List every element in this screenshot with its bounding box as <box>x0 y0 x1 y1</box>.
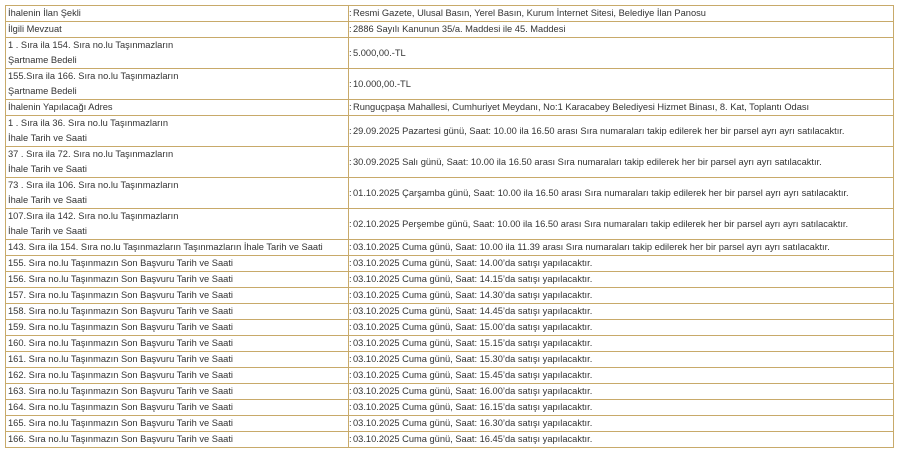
row-value-cell <box>349 147 894 178</box>
table-row <box>6 416 894 432</box>
row-value-text: 5.000,00.-TL <box>353 47 406 58</box>
separator-colon: : <box>349 47 352 58</box>
separator-colon: : <box>349 274 352 285</box>
row-value-text: 03.10.2025 Cuma günü, Saat: 14.00’da satışı yapılacaktır. <box>353 258 593 269</box>
table-row <box>6 336 894 352</box>
row-label-cell <box>6 178 349 209</box>
row-label-line: 166. Sıra no.lu Taşınmazın Son Başvuru Tarih ve Saati <box>8 434 233 445</box>
row-label-line: 1 . Sıra ila 36. Sıra no.lu Taşınmazların <box>8 118 169 129</box>
row-value-cell <box>349 368 894 384</box>
row-value-text: 03.10.2025 Cuma günü, Saat: 16.15’da satışı yapılacaktır. <box>353 402 593 413</box>
tender-info-body <box>6 6 894 448</box>
row-value-text: 03.10.2025 Cuma günü, Saat: 15.15’da satışı yapılacaktır. <box>353 338 593 349</box>
row-value-cell <box>349 272 894 288</box>
row-label-line: 157. Sıra no.lu Taşınmazın Son Başvuru Tarih ve Saati <box>8 290 233 301</box>
row-label-line: 162. Sıra no.lu Taşınmazın Son Başvuru Tarih ve Saati <box>8 370 233 381</box>
separator-colon: : <box>349 242 352 253</box>
row-value-text: 03.10.2025 Cuma günü, Saat: 10.00 ila 11.39 arası Sıra numaraları takip edilerek her bir parsel ayrı ayrı satılacaktır. <box>353 242 830 253</box>
row-value-text: 03.10.2025 Cuma günü, Saat: 15.45’da satışı yapılacaktır. <box>353 370 593 381</box>
row-value-cell <box>349 38 894 69</box>
separator-colon: : <box>349 8 352 19</box>
row-label-cell <box>6 209 349 240</box>
row-label-cell <box>6 116 349 147</box>
row-value-cell <box>349 240 894 256</box>
table-row <box>6 384 894 400</box>
table-row <box>6 368 894 384</box>
tender-info-container <box>5 5 894 448</box>
row-label-cell <box>6 100 349 116</box>
row-label-line: 73 . Sıra ila 106. Sıra no.lu Taşınmazların <box>8 180 179 191</box>
table-row <box>6 400 894 416</box>
row-label-cell <box>6 368 349 384</box>
separator-colon: : <box>349 218 352 229</box>
row-label-line: İhale Tarih ve Saati <box>8 226 87 236</box>
row-value-text: 03.10.2025 Cuma günü, Saat: 16.00’da satışı yapılacaktır. <box>353 386 593 397</box>
row-value-cell <box>349 352 894 368</box>
table-row <box>6 178 894 209</box>
row-label-line: 143. Sıra ila 154. Sıra no.lu Taşınmazların Taşınmazların İhale Tarih ve Saati <box>8 242 323 253</box>
table-row <box>6 432 894 448</box>
row-label-cell <box>6 6 349 22</box>
separator-colon: : <box>349 290 352 301</box>
row-value-cell <box>349 116 894 147</box>
row-label-cell <box>6 400 349 416</box>
table-row <box>6 38 894 69</box>
row-label-cell <box>6 38 349 69</box>
row-label-cell <box>6 240 349 256</box>
row-value-cell <box>349 100 894 116</box>
row-label-line: 1 . Sıra ila 154. Sıra no.lu Taşınmazların <box>8 40 174 51</box>
separator-colon: : <box>349 187 352 198</box>
row-label-cell <box>6 352 349 368</box>
row-label-cell <box>6 272 349 288</box>
row-label-cell <box>6 22 349 38</box>
separator-colon: : <box>349 354 352 365</box>
row-label-line: Şartname Bedeli <box>8 86 77 96</box>
row-value-cell <box>349 6 894 22</box>
tender-info-table <box>5 5 894 448</box>
row-label-line: 107.Sıra ila 142. Sıra no.lu Taşınmazların <box>8 211 179 222</box>
table-row <box>6 147 894 178</box>
separator-colon: : <box>349 125 352 136</box>
row-value-cell <box>349 209 894 240</box>
table-row <box>6 100 894 116</box>
row-label-cell <box>6 336 349 352</box>
row-label-line: İhalenin Yapılacağı Adres <box>8 102 113 113</box>
row-label-line: 155.Sıra ila 166. Sıra no.lu Taşınmazların <box>8 71 179 82</box>
row-label-cell <box>6 384 349 400</box>
row-label-line: 37 . Sıra ila 72. Sıra no.lu Taşınmazların <box>8 149 174 160</box>
separator-colon: : <box>349 102 352 113</box>
row-label-line: 155. Sıra no.lu Taşınmazın Son Başvuru Tarih ve Saati <box>8 258 233 269</box>
row-label-line: İhale Tarih ve Saati <box>8 164 87 174</box>
separator-colon: : <box>349 78 352 89</box>
table-row <box>6 116 894 147</box>
row-value-text: 10.000,00.-TL <box>353 78 411 89</box>
row-label-line: 165. Sıra no.lu Taşınmazın Son Başvuru Tarih ve Saati <box>8 418 233 429</box>
separator-colon: : <box>349 156 352 167</box>
row-label-line: İhale Tarih ve Saati <box>8 133 87 143</box>
row-label-cell <box>6 320 349 336</box>
row-value-cell <box>349 336 894 352</box>
table-row <box>6 209 894 240</box>
row-value-cell <box>349 288 894 304</box>
table-row <box>6 256 894 272</box>
separator-colon: : <box>349 322 352 333</box>
row-value-text: 29.09.2025 Pazartesi günü, Saat: 10.00 ila 16.50 arası Sıra numaraları takip edilerek her bir parsel ayrı ayrı satılacaktır. <box>353 125 845 136</box>
row-value-text: 01.10.2025 Çarşamba günü, Saat: 10.00 ila 16.50 arası Sıra numaraları takip edilerek her bir parsel ayrı ayrı satılacaktır. <box>353 187 849 198</box>
row-label-cell <box>6 432 349 448</box>
row-value-cell <box>349 400 894 416</box>
row-label-line: 161. Sıra no.lu Taşınmazın Son Başvuru Tarih ve Saati <box>8 354 233 365</box>
separator-colon: : <box>349 418 352 429</box>
table-row <box>6 22 894 38</box>
row-label-cell <box>6 69 349 100</box>
separator-colon: : <box>349 402 352 413</box>
row-label-line: 164. Sıra no.lu Taşınmazın Son Başvuru Tarih ve Saati <box>8 402 233 413</box>
row-value-cell <box>349 304 894 320</box>
row-value-text: 03.10.2025 Cuma günü, Saat: 14.45’da satışı yapılacaktır. <box>353 306 593 317</box>
row-label-line: 163. Sıra no.lu Taşınmazın Son Başvuru Tarih ve Saati <box>8 386 233 397</box>
table-row <box>6 69 894 100</box>
row-label-line: 159. Sıra no.lu Taşınmazın Son Başvuru Tarih ve Saati <box>8 322 233 333</box>
table-row <box>6 320 894 336</box>
row-value-text: Runguçpaşa Mahallesi, Cumhuriyet Meydanı, No:1 Karacabey Belediyesi Hizmet Binası, 8. Kat, Toplantı Odası <box>353 102 810 113</box>
row-label-line: 158. Sıra no.lu Taşınmazın Son Başvuru Tarih ve Saati <box>8 306 233 317</box>
table-row <box>6 288 894 304</box>
row-value-cell <box>349 256 894 272</box>
separator-colon: : <box>349 386 352 397</box>
row-value-text: 03.10.2025 Cuma günü, Saat: 14.15’da satışı yapılacaktır. <box>353 274 593 285</box>
row-label-line: İlgili Mevzuat <box>8 24 62 35</box>
row-value-text: 2886 Sayılı Kanunun 35/a. Maddesi ile 45. Maddesi <box>353 24 566 35</box>
separator-colon: : <box>349 434 352 445</box>
row-value-cell <box>349 320 894 336</box>
row-value-cell <box>349 69 894 100</box>
row-label-line: 156. Sıra no.lu Taşınmazın Son Başvuru Tarih ve Saati <box>8 274 233 285</box>
row-value-text: 03.10.2025 Cuma günü, Saat: 15.00’da satışı yapılacaktır. <box>353 322 593 333</box>
table-row <box>6 304 894 320</box>
row-value-cell <box>349 22 894 38</box>
separator-colon: : <box>349 24 352 35</box>
separator-colon: : <box>349 306 352 317</box>
table-row <box>6 352 894 368</box>
row-value-cell <box>349 416 894 432</box>
table-row <box>6 272 894 288</box>
row-value-text: 03.10.2025 Cuma günü, Saat: 14.30’da satışı yapılacaktır. <box>353 290 593 301</box>
row-label-line: 160. Sıra no.lu Taşınmazın Son Başvuru Tarih ve Saati <box>8 338 233 349</box>
row-label-cell <box>6 147 349 178</box>
row-label-cell <box>6 416 349 432</box>
table-row <box>6 240 894 256</box>
row-value-text: 02.10.2025 Perşembe günü, Saat: 10.00 ila 16.50 arası Sıra numaraları takip edilerek her bir parsel ayrı ayrı satılacaktır. <box>353 218 849 229</box>
row-value-text: 03.10.2025 Cuma günü, Saat: 16.30’da satışı yapılacaktır. <box>353 418 593 429</box>
row-label-line: Şartname Bedeli <box>8 55 77 65</box>
row-label-line: İhalenin İlan Şekli <box>8 8 81 19</box>
row-value-text: 03.10.2025 Cuma günü, Saat: 15.30’da satışı yapılacaktır. <box>353 354 593 365</box>
row-label-cell <box>6 288 349 304</box>
row-value-text: 30.09.2025 Salı günü, Saat: 10.00 ila 16.50 arası Sıra numaraları takip edilerek her bir parsel ayrı ayrı satılacaktır. <box>353 156 822 167</box>
separator-colon: : <box>349 370 352 381</box>
row-label-cell <box>6 304 349 320</box>
row-value-cell <box>349 178 894 209</box>
row-value-text: Resmi Gazete, Ulusal Basın, Yerel Basın, Kurum İnternet Sitesi, Belediye İlan Panosu <box>353 8 706 19</box>
row-label-line: İhale Tarih ve Saati <box>8 195 87 205</box>
row-value-cell <box>349 432 894 448</box>
table-row <box>6 6 894 22</box>
row-label-cell <box>6 256 349 272</box>
row-value-cell <box>349 384 894 400</box>
separator-colon: : <box>349 338 352 349</box>
row-value-text: 03.10.2025 Cuma günü, Saat: 16.45’da satışı yapılacaktır. <box>353 434 593 445</box>
separator-colon: : <box>349 258 352 269</box>
